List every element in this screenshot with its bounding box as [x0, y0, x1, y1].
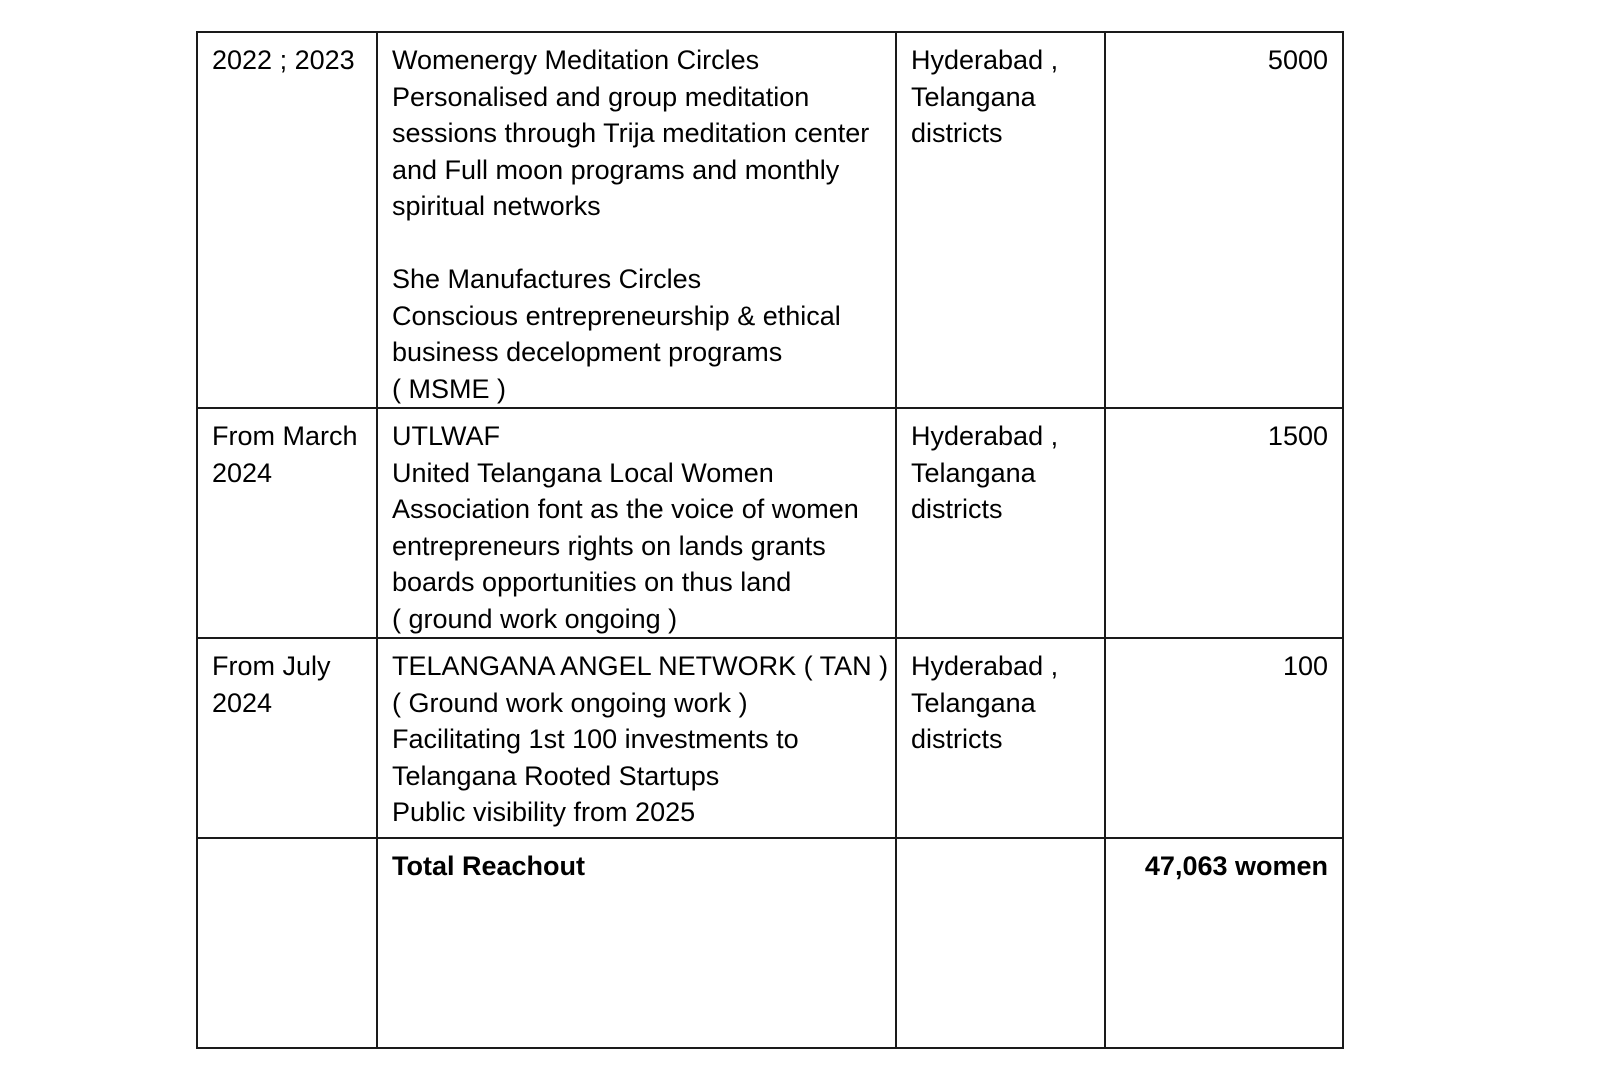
program-title: Womenergy Meditation Circles — [392, 45, 760, 75]
period-text: 2024 — [212, 687, 273, 718]
table-row — [197, 408, 1343, 638]
location-text: Hyderabad , — [911, 45, 1059, 75]
location-text: Telangana — [911, 457, 1036, 488]
program-cell — [377, 32, 896, 408]
program-text: ( Ground work ongoing work ) — [392, 687, 748, 718]
empty-cell — [896, 838, 1105, 1048]
reach-cell — [1105, 638, 1343, 838]
total-row — [197, 838, 1343, 1048]
total-label: Total Reachout — [392, 851, 586, 881]
program-text: Facilitating 1st 100 investments to — [392, 724, 799, 754]
location-text: districts — [911, 494, 1003, 524]
program-text: Conscious entrepreneurship & ethical — [392, 300, 841, 331]
program-text: business decelopment programs — [392, 337, 783, 367]
location-text: districts — [911, 724, 1003, 754]
program-text: United Telangana Local Women — [392, 457, 774, 488]
period-text: From July — [212, 651, 331, 681]
program-text: Telangana Rooted Startups — [392, 760, 720, 791]
location-text: districts — [911, 118, 1003, 148]
program-text: and Full moon programs and monthly — [392, 154, 840, 185]
reach-cell — [1105, 408, 1343, 638]
program-title: She Manufactures Circles — [392, 264, 702, 294]
program-text: sessions through Trija meditation center — [392, 118, 870, 148]
program-text: spiritual networks — [392, 191, 601, 221]
location-text: Hyderabad , — [911, 421, 1059, 451]
program-text: Association font as the voice of women — [392, 494, 859, 524]
program-cell — [377, 408, 896, 638]
paragraph-spacer — [392, 225, 881, 262]
location-text: Telangana — [911, 81, 1036, 112]
location-cell — [896, 32, 1105, 408]
reach-value: 5000 — [1267, 45, 1328, 75]
reach-value: 100 — [1282, 651, 1328, 681]
program-text: boards opportunities on thus land — [392, 567, 792, 597]
table-row — [197, 638, 1343, 838]
table-row — [197, 32, 1343, 408]
program-cell — [377, 638, 896, 838]
program-text: entrepreneurs rights on lands grants — [392, 530, 826, 561]
location-cell — [896, 638, 1105, 838]
reach-cell — [1105, 32, 1343, 408]
total-value-cell — [1105, 838, 1343, 1048]
program-title: TELANGANA ANGEL NETWORK ( TAN ) — [392, 651, 889, 681]
total-value: 47,063 women — [1144, 851, 1328, 881]
period-text: 2022 ; 2023 — [212, 45, 355, 75]
program-title: UTLWAF — [392, 421, 500, 451]
period-cell — [197, 638, 377, 838]
outreach-table — [196, 31, 1344, 1049]
program-text: ( ground work ongoing ) — [392, 603, 678, 634]
program-text: ( MSME ) — [392, 373, 506, 404]
program-text: Personalised and group meditation — [392, 81, 810, 112]
period-text: 2024 — [212, 457, 273, 488]
program-text: Public visibility from 2025 — [392, 797, 696, 827]
location-text: Hyderabad , — [911, 651, 1059, 681]
period-cell — [197, 408, 377, 638]
reach-value: 1500 — [1267, 421, 1328, 451]
total-label-cell — [377, 838, 896, 1048]
location-cell — [896, 408, 1105, 638]
period-cell — [197, 32, 377, 408]
period-text: From March — [212, 421, 358, 451]
location-text: Telangana — [911, 687, 1036, 718]
empty-cell — [197, 838, 377, 1048]
